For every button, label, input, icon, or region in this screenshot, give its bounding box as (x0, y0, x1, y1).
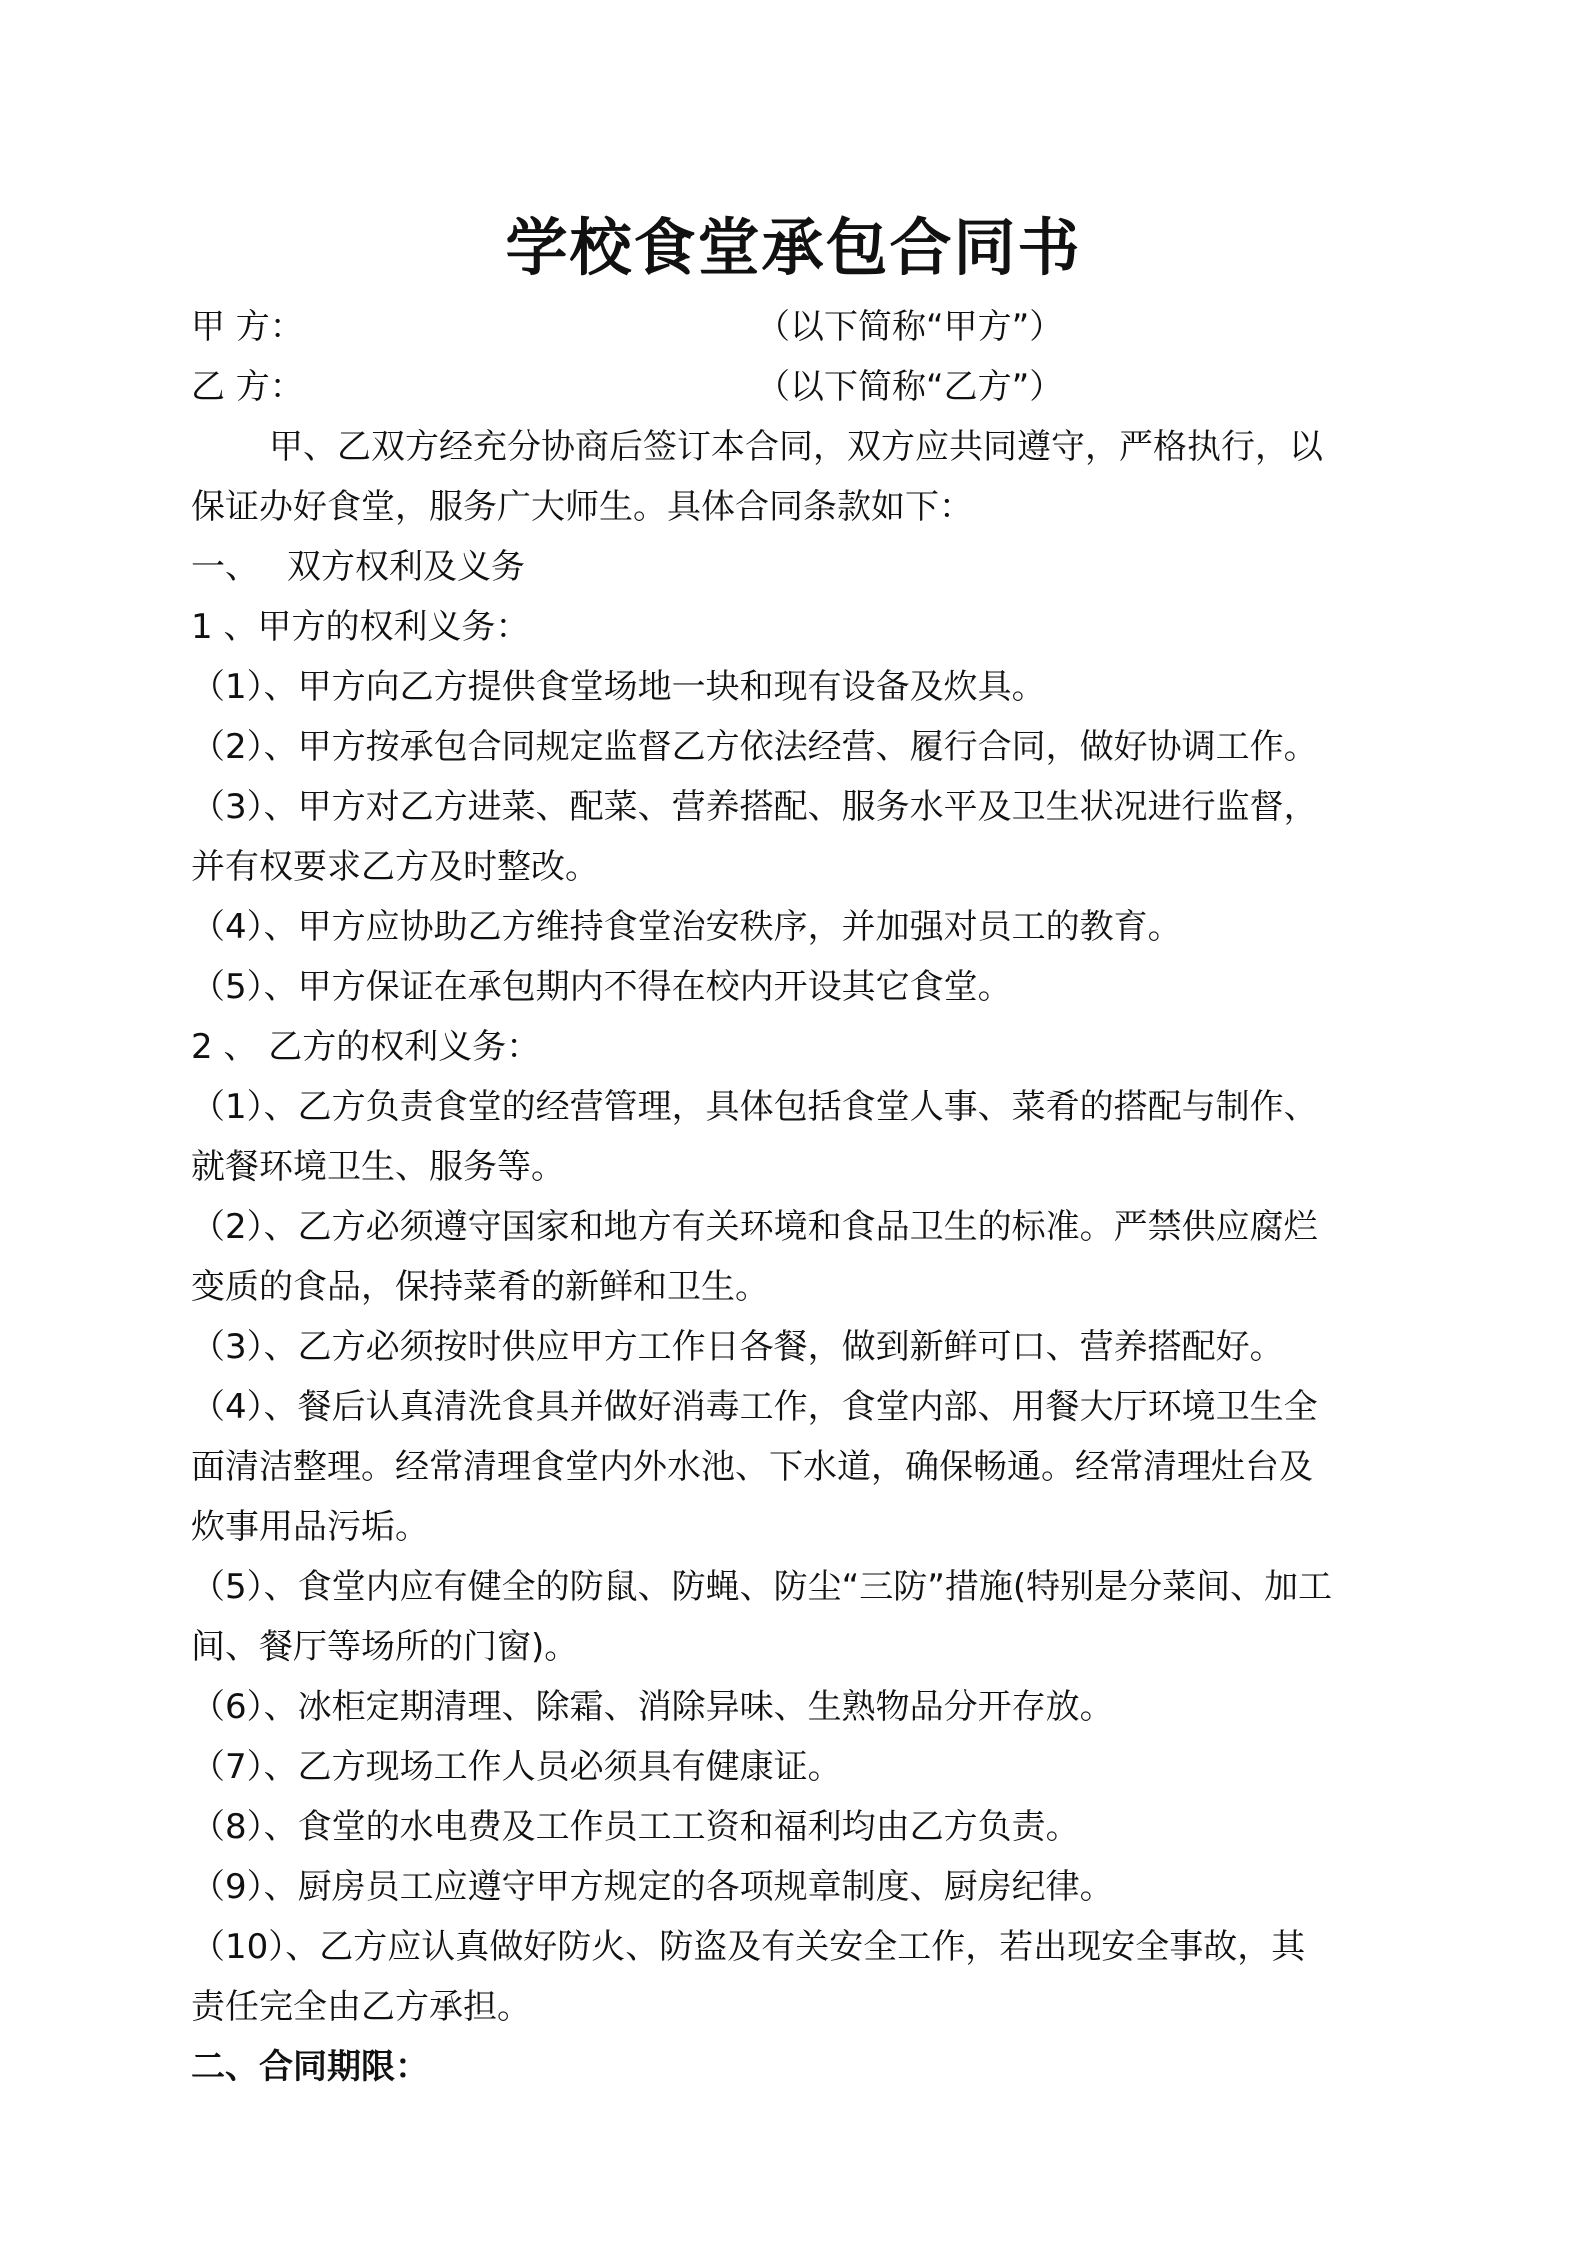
clause-line: 并有权要求乙方及时整改。 (191, 847, 599, 887)
section-number: 一、 (191, 547, 259, 587)
party-b-line (191, 357, 1441, 417)
clause-line: （7）、乙方现场工作人员必须具有健康证。 (191, 1747, 842, 1787)
clause-line: （10）、乙方应认真做好防火、防盗及有关安全工作，若出现安全事故，其 (191, 1927, 1306, 1967)
clause-line: （9）、厨房员工应遵守甲方规定的各项规章制度、厨房纪律。 (191, 1867, 1114, 1907)
clause-line: （1）、乙方负责食堂的经营管理，具体包括食堂人事、菜肴的搭配与制作、 (191, 1087, 1318, 1127)
clause-line: （6）、冰柜定期清理、除霜、消除异味、生熟物品分开存放。 (191, 1687, 1114, 1727)
clause-line: 责任完全由乙方承担。 (191, 1987, 531, 2027)
party-a-label: 甲 方： (191, 307, 304, 347)
clause-line: （2）、甲方按承包合同规定监督乙方依法经营、履行合同，做好协调工作。 (191, 727, 1318, 767)
clause-line: （1）、甲方向乙方提供食堂场地一块和现有设备及炊具。 (191, 667, 1046, 707)
document-body (191, 297, 1441, 2097)
clause-line: 间、餐厅等场所的门窗)。 (191, 1627, 579, 1667)
clause-line: （4）、甲方应协助乙方维持食堂治安秩序，并加强对员工的教育。 (191, 907, 1182, 947)
clause-line: 变质的食品，保持菜肴的新鲜和卫生。 (191, 1267, 769, 1307)
clause-line: 炊事用品污垢。 (191, 1507, 429, 1547)
party-a-line (191, 297, 1441, 357)
clause-line: （4）、餐后认真清洗食具并做好消毒工作，食堂内部、用餐大厅环境卫生全 (191, 1387, 1318, 1427)
clause-line: （5）、食堂内应有健全的防鼠、防蝇、防尘“三防”措施(特别是分菜间、加工 (191, 1567, 1333, 1607)
party-a-note: （以下简称“甲方”） (756, 307, 1064, 347)
clause-line: 面清洁整理。经常清理食堂内外水池、下水道，确保畅通。经常清理灶台及 (191, 1447, 1313, 1487)
intro-line: 甲、乙双方经充分协商后签订本合同，双方应共同遵守，严格执行，以 (269, 427, 1323, 467)
section-title: 双方权利及义务 (287, 547, 525, 587)
clause-line: （2）、乙方必须遵守国家和地方有关环境和食品卫生的标准。严禁供应腐烂 (191, 1207, 1318, 1247)
subsection-heading: 2 、 乙方的权利义务： (191, 1027, 541, 1067)
clause-line: （5）、甲方保证在承包期内不得在校内开设其它食堂。 (191, 967, 1012, 1007)
clause-line: （8）、食堂的水电费及工作员工工资和福利均由乙方负责。 (191, 1807, 1080, 1847)
section-heading: 二、合同期限： (191, 2047, 429, 2087)
party-b-label: 乙 方： (191, 367, 304, 407)
clause-line: （3）、甲方对乙方进菜、配菜、营养搭配、服务水平及卫生状况进行监督， (191, 787, 1318, 827)
clause-line: （3）、乙方必须按时供应甲方工作日各餐，做到新鲜可口、营养搭配好。 (191, 1327, 1284, 1367)
party-b-note: （以下简称“乙方”） (756, 367, 1064, 407)
subsection-heading: 1 、甲方的权利义务： (191, 607, 530, 647)
document-title: 学校食堂承包合同书 (505, 211, 1082, 284)
clause-line: 就餐环境卫生、服务等。 (191, 1147, 565, 1187)
intro-line: 保证办好食堂，服务广大师生。具体合同条款如下： (191, 487, 973, 527)
section-heading (191, 537, 1441, 597)
